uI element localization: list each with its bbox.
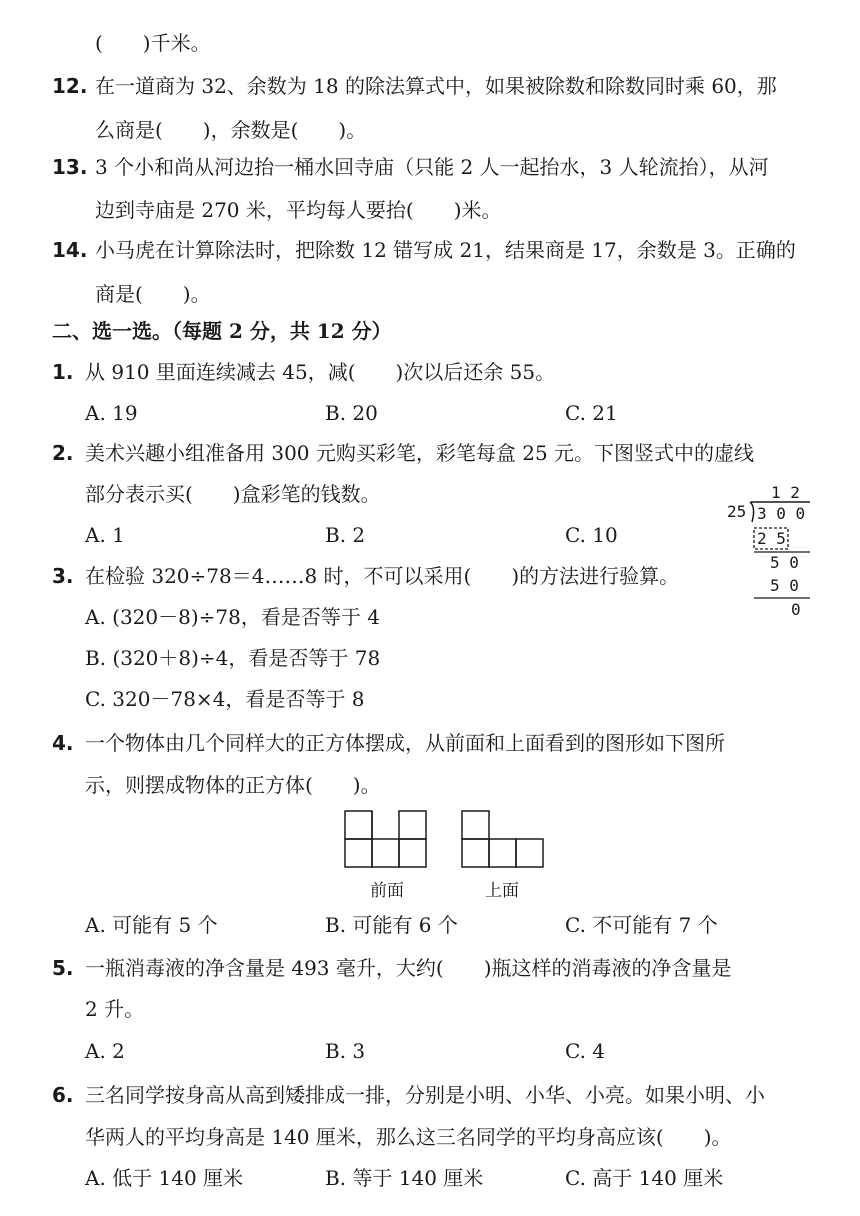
ld-bracket xyxy=(750,502,754,522)
cube-views-figure xyxy=(340,808,550,872)
choice-q4-text-line2: 示，则摆成物体的正方体( )。 xyxy=(85,773,381,797)
ld-dashed-box xyxy=(754,528,788,549)
q14-text-line2: 商是( )。 xyxy=(95,282,211,306)
q13-text-line1: 3 个小和尚从河边抬一桶水回寺庙（只能 2 人一起抬水，3 人轮流抬），从河 xyxy=(95,155,769,179)
q12-number: 12. xyxy=(52,74,88,98)
choice-q1-option-a[interactable]: A. 19 xyxy=(85,401,138,425)
q14-text-line1: 小马虎在计算除法时，把除数 12 错写成 21，结果商是 17，余数是 3。正确的 xyxy=(95,238,796,262)
ld-step1: 2 5 xyxy=(757,529,786,548)
front-view-grid xyxy=(345,811,426,867)
choice-q1-option-c[interactable]: C. 21 xyxy=(565,401,618,425)
section-heading: 二、选一选。（每题 2 分，共 12 分） xyxy=(52,319,392,343)
q13-text-line2: 边到寺庙是 270 米，平均每人要抬( )米。 xyxy=(95,198,502,222)
choice-q2-option-a[interactable]: A. 1 xyxy=(85,523,125,547)
choice-q6-text-line1: 三名同学按身高从高到矮排成一排，分别是小明、小华、小亮。如果小明、小 xyxy=(85,1083,765,1107)
choice-q4-number: 4. xyxy=(52,731,74,755)
choice-q4-option-a[interactable]: A. 可能有 5 个 xyxy=(85,913,218,937)
choice-q4-option-c[interactable]: C. 不可能有 7 个 xyxy=(565,913,718,937)
choice-q2-option-c[interactable]: C. 10 xyxy=(565,523,618,547)
choice-q3-number: 3. xyxy=(52,564,74,588)
choice-q1-text: 从 910 里面连续减去 45，减( )次以后还余 55。 xyxy=(85,360,556,384)
choice-q2-number: 2. xyxy=(52,441,74,465)
ld-step2: 5 0 xyxy=(770,553,799,572)
choice-q5-option-b[interactable]: B. 3 xyxy=(325,1039,366,1063)
choice-q2-text-line1: 美术兴趣小组准备用 300 元购买彩笔，彩笔每盒 25 元。下图竖式中的虚线 xyxy=(85,441,755,465)
choice-q2-text-line2: 部分表示买( )盒彩笔的钱数。 xyxy=(85,482,381,506)
choice-q6-option-b[interactable]: B. 等于 140 厘米 xyxy=(325,1166,484,1190)
caption-top: 上面 xyxy=(485,881,519,901)
choice-q6-text-line2: 华两人的平均身高是 140 厘米，那么这三名同学的平均身高应该( )。 xyxy=(85,1125,732,1149)
choice-q5-number: 5. xyxy=(52,956,74,980)
choice-q6-number: 6. xyxy=(52,1083,74,1107)
ld-step3: 5 0 xyxy=(770,576,799,595)
choice-q3-text: 在检验 320÷78＝4……8 时，不可以采用( )的方法进行验算。 xyxy=(85,564,680,588)
q13-number: 13. xyxy=(52,155,88,179)
ld-lines xyxy=(720,480,820,620)
choice-q5-option-c[interactable]: C. 4 xyxy=(565,1039,606,1063)
q12-text-line1: 在一道商为 32、余数为 18 的除法算式中，如果被除数和除数同时乘 60，那 xyxy=(95,74,777,98)
choice-q4-option-b[interactable]: B. 可能有 6 个 xyxy=(325,913,458,937)
top-view-grid xyxy=(462,811,543,867)
q12-text-line2: 么商是( )，余数是( )。 xyxy=(95,118,367,142)
choice-q3-option-a[interactable]: A. (320－8)÷78，看是否等于 4 xyxy=(85,605,380,629)
ld-divisor: 25 xyxy=(727,502,747,521)
choice-q6-option-a[interactable]: A. 低于 140 厘米 xyxy=(85,1166,244,1190)
choice-q4-text-line1: 一个物体由几个同样大的正方体摆成，从前面和上面看到的图形如下图所 xyxy=(85,731,725,755)
choice-q2-option-b[interactable]: B. 2 xyxy=(325,523,366,547)
choice-q5-option-a[interactable]: A. 2 xyxy=(85,1039,125,1063)
choice-q5-text-line2: 2 升。 xyxy=(85,997,145,1021)
choice-q5-text-line1: 一瓶消毒液的净含量是 493 毫升，大约( )瓶这样的消毒液的净含量是 xyxy=(85,956,732,980)
ld-quotient: 1 2 xyxy=(771,483,800,502)
q14-number: 14. xyxy=(52,238,88,262)
ld-remainder: 0 xyxy=(791,600,801,619)
choice-q1-number: 1. xyxy=(52,360,74,384)
choice-q3-option-b[interactable]: B. (320＋8)÷4，看是否等于 78 xyxy=(85,646,381,670)
choice-q3-option-c[interactable]: C. 320－78×4，看是否等于 8 xyxy=(85,687,365,711)
q11-continuation: ( )千米。 xyxy=(95,31,211,55)
choice-q6-option-c[interactable]: C. 高于 140 厘米 xyxy=(565,1166,724,1190)
ld-dividend: 3 0 0 xyxy=(757,504,806,523)
choice-q1-option-b[interactable]: B. 20 xyxy=(325,401,378,425)
caption-front: 前面 xyxy=(370,881,404,901)
